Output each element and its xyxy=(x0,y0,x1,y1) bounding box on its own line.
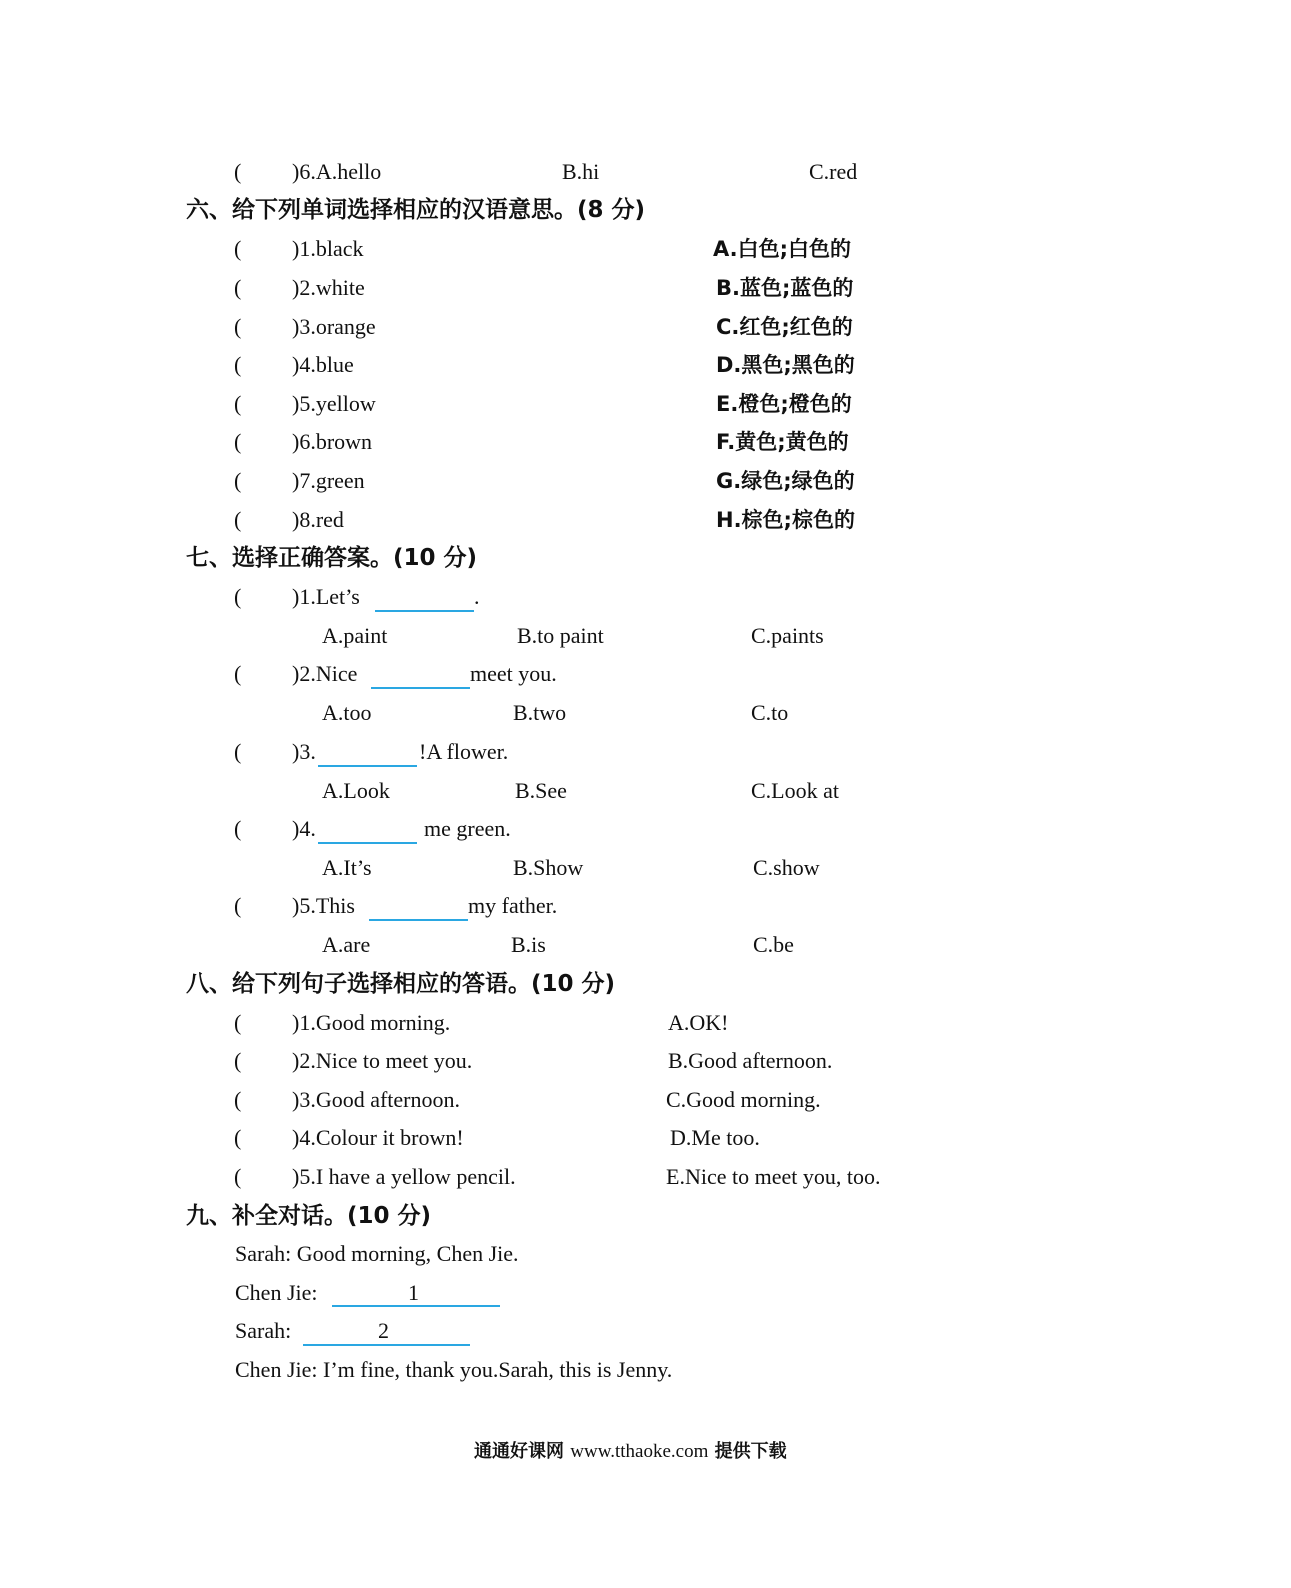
answer-option: B.Good afternoon. xyxy=(668,1048,833,1073)
answer-option: A.OK! xyxy=(668,1010,729,1035)
meaning-option: H.棕色;棕色的 xyxy=(716,508,855,532)
word: )4.blue xyxy=(292,352,354,377)
paren: ( xyxy=(234,1164,242,1189)
option-c: C.paints xyxy=(751,623,824,648)
option-c: C.be xyxy=(753,932,794,957)
meaning-option: E.橙色;橙色的 xyxy=(716,392,852,416)
meaning-option: A.白色;白色的 xyxy=(713,237,852,261)
word: )2.white xyxy=(292,275,365,300)
section-8-heading: 八、给下列句子选择相应的答语。(10 分) xyxy=(186,971,616,997)
speaker-label: Chen Jie: xyxy=(235,1280,318,1305)
paren: ( xyxy=(234,1087,242,1112)
paren: ( xyxy=(234,352,242,377)
option-a: A.It’s xyxy=(322,855,372,880)
option-b: B.two xyxy=(513,700,567,725)
answer-option: D.Me too. xyxy=(670,1125,760,1150)
question-suffix: !A flower. xyxy=(419,739,509,764)
paren: ( xyxy=(234,429,242,454)
answer-blank[interactable] xyxy=(318,765,417,767)
word: )7.green xyxy=(292,468,365,493)
question-prefix: )3. xyxy=(292,739,316,764)
word: )1.black xyxy=(292,236,364,261)
answer-blank[interactable] xyxy=(371,687,470,689)
section-7-heading: 七、选择正确答案。(10 分) xyxy=(186,545,478,571)
option-a: A.too xyxy=(322,700,372,725)
paren: ( xyxy=(234,159,242,184)
meaning-option: F.黄色;黄色的 xyxy=(716,430,849,454)
sentence: )5.I have a yellow pencil. xyxy=(292,1164,516,1189)
footer-download-text: 提供下载 xyxy=(714,1441,787,1462)
question-prefix: )5.This xyxy=(292,893,355,918)
paren: ( xyxy=(234,507,242,532)
sentence: )1.Good morning. xyxy=(292,1010,451,1035)
paren: ( xyxy=(234,275,242,300)
paren: ( xyxy=(234,468,242,493)
question-prefix: )4. xyxy=(292,816,316,841)
blank-number: 1 xyxy=(408,1280,419,1305)
question-suffix: meet you. xyxy=(470,661,557,686)
option-c: C.show xyxy=(753,855,820,880)
footer-credit xyxy=(474,1441,787,1463)
blank-number: 2 xyxy=(378,1318,389,1343)
speaker-label: Sarah: xyxy=(235,1318,292,1343)
paren: ( xyxy=(234,391,242,416)
option-b: B.hi xyxy=(562,159,600,184)
meaning-option: G.绿色;绿色的 xyxy=(716,469,855,493)
word: )3.orange xyxy=(292,314,376,339)
question-suffix: me green. xyxy=(424,816,511,841)
answer-blank[interactable] xyxy=(369,919,468,921)
question-suffix: my father. xyxy=(468,893,558,918)
meaning-option: C.红色;红色的 xyxy=(716,315,853,339)
word: )6.brown xyxy=(292,429,373,454)
paren: ( xyxy=(234,661,242,686)
paren: ( xyxy=(234,314,242,339)
question-prefix: )1.Let’s xyxy=(292,584,360,609)
answer-option: C.Good morning. xyxy=(666,1087,821,1112)
word: )5.yellow xyxy=(292,391,376,416)
dialogue-line: Chen Jie: I’m fine, thank you.Sarah, this is Jenny. xyxy=(235,1357,673,1382)
paren: ( xyxy=(234,1010,242,1035)
answer-blank[interactable] xyxy=(375,610,474,612)
answer-blank[interactable] xyxy=(318,842,417,844)
option-a: A.paint xyxy=(322,623,388,648)
meaning-option: D.黑色;黑色的 xyxy=(716,353,855,377)
option-c: C.Look at xyxy=(751,778,839,803)
option-b: B.Show xyxy=(513,855,584,880)
question-text: )6.A.hello xyxy=(292,159,382,184)
option-c: C.red xyxy=(809,159,858,184)
paren: ( xyxy=(234,816,242,841)
paren: ( xyxy=(234,739,242,764)
sentence: )2.Nice to meet you. xyxy=(292,1048,473,1073)
sentence: )3.Good afternoon. xyxy=(292,1087,461,1112)
option-b: B.is xyxy=(511,932,546,957)
option-b: B.See xyxy=(515,778,567,803)
option-b: B.to paint xyxy=(517,623,604,648)
option-c: C.to xyxy=(751,700,789,725)
paren: ( xyxy=(234,236,242,261)
word: )8.red xyxy=(292,507,344,532)
paren: ( xyxy=(234,584,242,609)
question-suffix: . xyxy=(474,584,480,609)
option-a: A.are xyxy=(322,932,371,957)
section-6-heading: 六、给下列单词选择相应的汉语意思。(8 分) xyxy=(186,197,646,223)
paren: ( xyxy=(234,1125,242,1150)
paren: ( xyxy=(234,893,242,918)
footer-site-name: 通通好课网 xyxy=(474,1441,564,1462)
question-prefix: )2.Nice xyxy=(292,661,358,686)
sentence: )4.Colour it brown! xyxy=(292,1125,464,1150)
paren: ( xyxy=(234,1048,242,1073)
option-a: A.Look xyxy=(322,778,390,803)
meaning-option: B.蓝色;蓝色的 xyxy=(716,276,854,300)
footer-url[interactable]: www.tthaoke.com xyxy=(570,1441,709,1462)
answer-blank[interactable] xyxy=(303,1344,470,1346)
dialogue-line: Sarah: Good morning, Chen Jie. xyxy=(235,1241,519,1266)
answer-option: E.Nice to meet you, too. xyxy=(666,1164,881,1189)
section-9-heading: 九、补全对话。(10 分) xyxy=(186,1203,432,1229)
